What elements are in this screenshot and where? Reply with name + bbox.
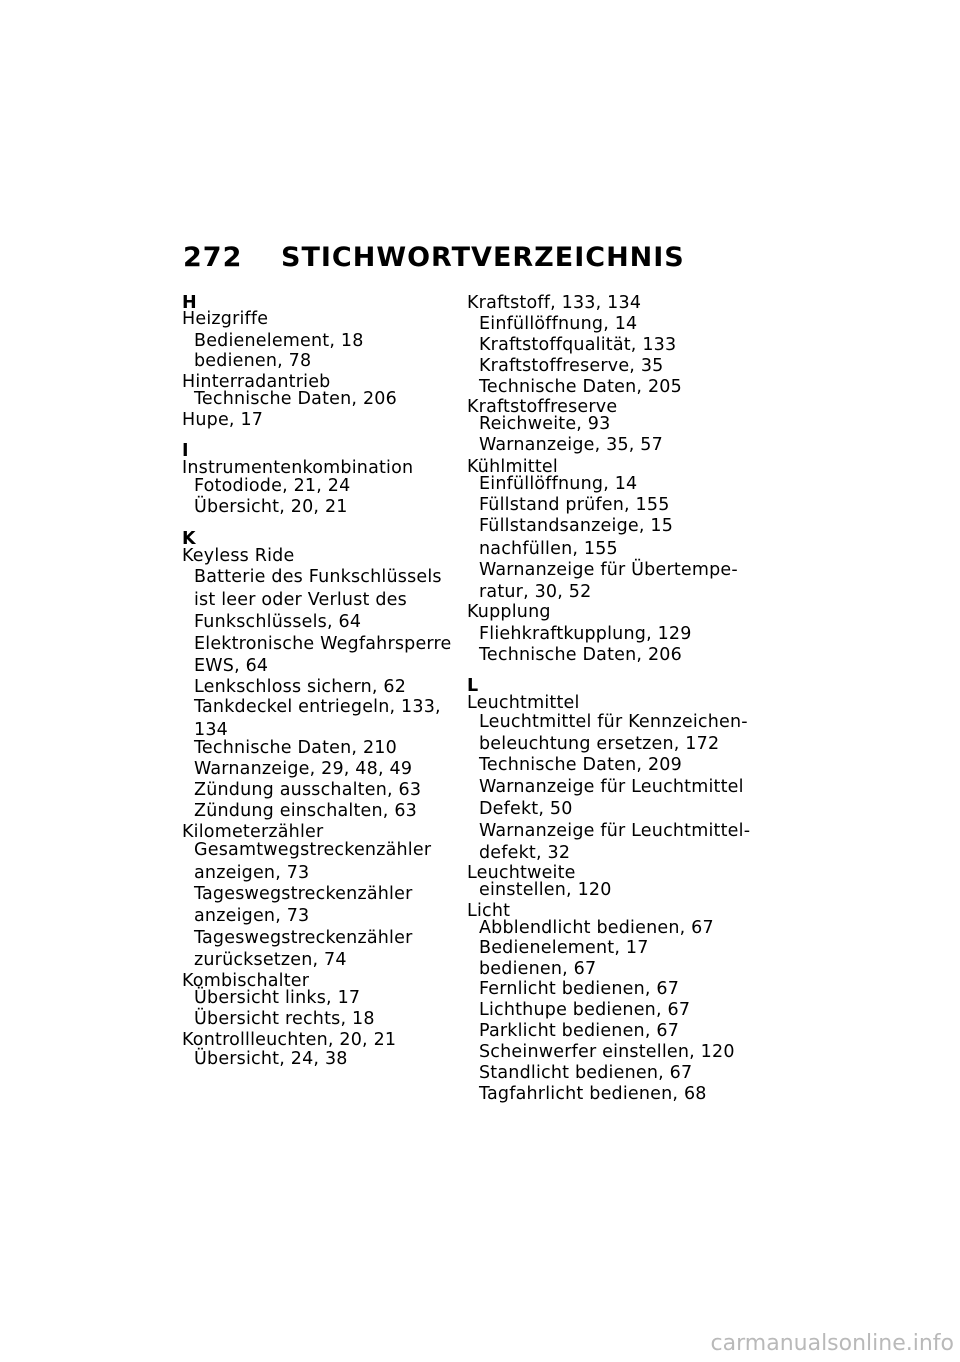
index-subentry: Kraftstoffreserve, 35	[479, 356, 664, 376]
index-subentry: Bedienelement, 17	[479, 938, 649, 958]
index-subentry: Übersicht, 24, 38	[194, 1049, 348, 1069]
index-subentry: einstellen, 120	[479, 880, 612, 900]
site-watermark: carmanualsonline.info	[710, 1331, 954, 1356]
index-subentry: Lichthupe bedienen, 67	[479, 1000, 691, 1020]
index-letter: I	[182, 441, 189, 461]
index-letter: K	[182, 529, 196, 549]
index-subentry: Übersicht, 20, 21	[194, 497, 348, 517]
index-entry: Kupplung	[467, 602, 551, 622]
index-subentry: bedienen, 78	[194, 351, 312, 371]
index-entry: Leuchtweite	[467, 863, 576, 883]
index-subentry: Füllstandsanzeige, 15	[479, 516, 674, 536]
index-subentry: Funkschlüssels, 64	[194, 612, 362, 632]
index-letter: L	[467, 676, 479, 696]
page-number: 272	[183, 242, 243, 273]
index-subentry: Warnanzeige für Übertempe-	[479, 560, 738, 580]
index-subentry: anzeigen, 73	[194, 863, 310, 883]
index-subentry: Warnanzeige, 35, 57	[479, 435, 663, 455]
index-subentry: Zündung ausschalten, 63	[194, 780, 422, 800]
index-subentry: Übersicht rechts, 18	[194, 1009, 375, 1029]
index-subentry: Übersicht links, 17	[194, 988, 361, 1008]
index-subentry: anzeigen, 73	[194, 906, 310, 926]
index-subentry: Tagfahrlicht bedienen, 68	[479, 1084, 707, 1104]
index-letter: H	[182, 293, 197, 313]
index-subentry: Technische Daten, 210	[194, 738, 397, 758]
index-entry: Hupe, 17	[182, 410, 264, 430]
index-subentry: Technische Daten, 206	[194, 389, 397, 409]
page-header	[183, 242, 685, 273]
index-subentry: Lenkschloss sichern, 62	[194, 677, 407, 697]
index-subentry: Bedienelement, 18	[194, 331, 364, 351]
index-subentry: Zündung einschalten, 63	[194, 801, 417, 821]
index-subentry: Scheinwerfer einstellen, 120	[479, 1042, 735, 1062]
index-entry: Keyless Ride	[182, 546, 295, 566]
index-entry: Kraftstoff, 133, 134	[467, 293, 642, 313]
index-subentry: Tageswegstreckenzähler	[194, 884, 413, 904]
index-subentry: ratur, 30, 52	[479, 582, 592, 602]
index-subentry: Warnanzeige für Leuchtmittel	[479, 777, 744, 797]
index-subentry: Fliehkraftkupplung, 129	[479, 624, 692, 644]
index-subentry: beleuchtung ersetzen, 172	[479, 734, 720, 754]
index-subentry: Technische Daten, 205	[479, 377, 682, 397]
index-entry: Kühlmittel	[467, 457, 558, 477]
index-entry: Heizgriffe	[182, 309, 269, 329]
index-entry: Licht	[467, 901, 511, 921]
index-subentry: Gesamtwegstreckenzähler	[194, 840, 432, 860]
index-subentry: bedienen, 67	[479, 959, 597, 979]
index-subentry: nachfüllen, 155	[479, 539, 618, 559]
index-entry: Leuchtmittel	[467, 693, 580, 713]
index-entry: Hinterradantrieb	[182, 372, 331, 392]
index-subentry: defekt, 32	[479, 843, 571, 863]
index-subentry: Leuchtmittel für Kennzeichen-	[479, 712, 748, 732]
index-subentry: Warnanzeige für Leuchtmittel-	[479, 821, 751, 841]
index-subentry: Fernlicht bedienen, 67	[479, 979, 680, 999]
index-subentry: Technische Daten, 209	[479, 755, 682, 775]
index-entry: Kilometerzähler	[182, 822, 324, 842]
index-entry: Kraftstoffreserve	[467, 397, 618, 417]
index-entry: Instrumentenkombination	[182, 458, 414, 478]
index-subentry: Parklicht bedienen, 67	[479, 1021, 680, 1041]
index-subentry: Einfüllöffnung, 14	[479, 474, 638, 494]
index-subentry: Batterie des Funkschlüssels	[194, 567, 442, 587]
index-subentry: Defekt, 50	[479, 799, 573, 819]
index-subentry: Kraftstoffqualität, 133	[479, 335, 677, 355]
index-subentry: Elektronische Wegfahrsperre	[194, 634, 452, 654]
index-subentry: Warnanzeige, 29, 48, 49	[194, 759, 413, 779]
index-subentry: Fotodiode, 21, 24	[194, 476, 351, 496]
page-title: STICHWORTVERZEICHNIS	[281, 242, 685, 273]
index-entry: Kombischalter	[182, 971, 310, 991]
index-subentry: Technische Daten, 206	[479, 645, 682, 665]
index-subentry: ist leer oder Verlust des	[194, 590, 407, 610]
index-subentry: Füllstand prüfen, 155	[479, 495, 670, 515]
index-subentry: Tankdeckel entriegeln, 133,	[194, 697, 441, 717]
index-subentry: 134	[194, 720, 229, 740]
index-subentry: Standlicht bedienen, 67	[479, 1063, 693, 1083]
index-subentry: Tageswegstreckenzähler	[194, 928, 413, 948]
index-subentry: EWS, 64	[194, 656, 269, 676]
index-subentry: Abblendlicht bedienen, 67	[479, 918, 714, 938]
index-subentry: Einfüllöffnung, 14	[479, 314, 638, 334]
index-entry: Kontrollleuchten, 20, 21	[182, 1030, 397, 1050]
index-subentry: zurücksetzen, 74	[194, 950, 347, 970]
index-subentry: Reichweite, 93	[479, 414, 611, 434]
